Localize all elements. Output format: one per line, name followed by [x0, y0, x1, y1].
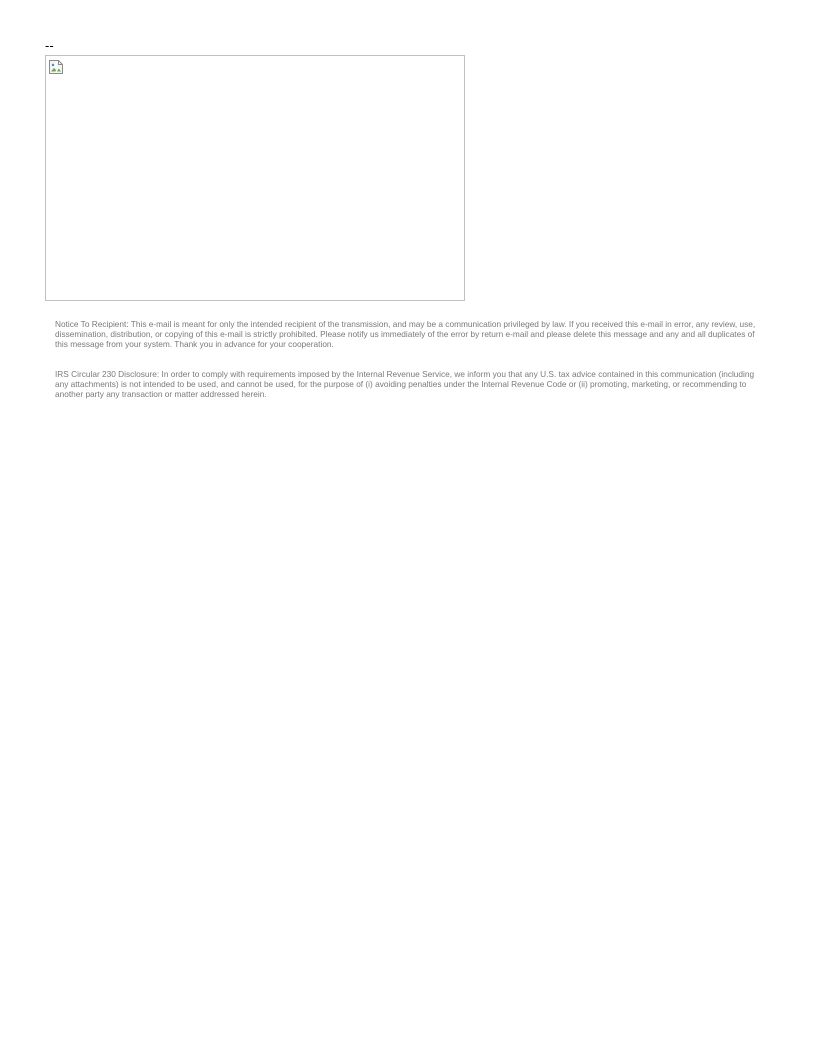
signature-image	[45, 55, 465, 301]
recipient-notice-disclaimer: Notice To Recipient: This e-mail is meant for only the intended recipient of the transmission, and may be a communication privileged by law. If you received this e-mail in error, any review, use, dissemination, distribution, or copying of this e-mail is strictly prohibited. Please notify us immediately of the error by return e-mail and please delete this message and any and all duplicates of this message from your system. Thank you in advance for your cooperation.	[55, 319, 756, 349]
signature-separator: --	[45, 38, 54, 53]
broken-image-icon	[48, 59, 64, 75]
irs-circular-230-disclaimer: IRS Circular 230 Disclosure: In order to comply with requirements imposed by the Internal Revenue Service, we inform you that any U.S. tax advice contained in this communication (including any attachments) is not intended to be used, and cannot be used, for the purpose of (i) avoiding penalties under the Internal Revenue Code or (ii) promoting, marketing, or recommending to another party any transaction or matter addressed herein.	[55, 369, 755, 399]
